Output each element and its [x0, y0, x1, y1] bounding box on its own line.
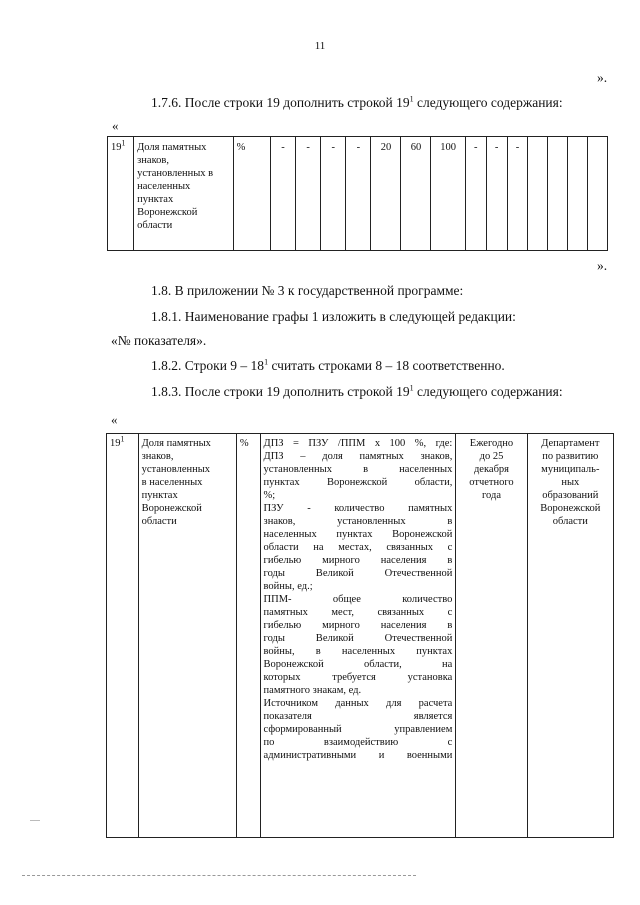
item-1-8-3-sup: 1 — [409, 383, 414, 393]
footer-rule — [22, 875, 416, 876]
value-cell: 20 — [371, 137, 401, 251]
item-1-8-2-tail: считать строками 8 – 18 соответственно. — [268, 358, 505, 373]
value-cell: - — [270, 137, 295, 251]
value-cell: - — [296, 137, 321, 251]
item-1-8-3-tail: следующего содержания: — [413, 384, 563, 399]
item-1-8-2 — [151, 358, 505, 374]
period-cell: Ежегодно до 25 декабря отчетного года — [456, 434, 527, 838]
item-1-7-6-tail: следующего содержания: — [413, 95, 563, 110]
item-1-8-2-text: 1.8.2. Строки 9 – 18 — [151, 358, 265, 373]
row-number-cell: $19^1$ — [108, 137, 134, 251]
row-number-cell: $19^1$ — [107, 434, 139, 838]
indicator-table-1 — [107, 136, 608, 251]
unit-cell: % — [233, 137, 270, 251]
value-cell: - — [465, 137, 486, 251]
item-1-8-3 — [151, 384, 563, 400]
closing-quote: ». — [597, 70, 608, 85]
responsible-cell: Департамент по развитию муниципаль- ных образований Воронежской области — [527, 434, 613, 838]
value-cell — [568, 137, 588, 251]
item-1-8-3-text: 1.8.3. После строки 19 дополнить строкой 19 — [151, 384, 410, 399]
item-1-8-1: 1.8.1. Наименование графы 1 изложить в следующей редакции: — [151, 309, 516, 324]
item-1-8: 1.8. В приложении № 3 к государственной программе: — [151, 283, 464, 298]
value-cell — [548, 137, 568, 251]
value-cell: - — [507, 137, 528, 251]
margin-mark — [30, 820, 40, 821]
indicator-name-cell: Доля памятных знаков, установленных в населенных пунктах Воронежской области — [138, 434, 236, 838]
opening-quote: « — [111, 412, 118, 427]
value-cell: 100 — [431, 137, 465, 251]
value-cell: - — [346, 137, 371, 251]
value-cell: - — [486, 137, 507, 251]
indicator-table-2 — [106, 433, 614, 838]
table-row — [107, 434, 614, 838]
value-cell — [588, 137, 608, 251]
closing-quote: ». — [597, 258, 608, 273]
item-1-7-6-sup: 1 — [409, 94, 414, 104]
item-1-7-6-text: 1.7.6. После строки 19 дополнить строкой 19 — [151, 95, 410, 110]
item-1-8-1-value: «№ показателя». — [111, 333, 207, 348]
value-cell: 60 — [401, 137, 431, 251]
value-cell — [528, 137, 548, 251]
item-1-7-6 — [151, 95, 563, 111]
method-cell: ДПЗ = ПЗУ /ППМ х 100 %, где: ДПЗ – доля памятных знаков, установленных в населенных пунктах Воронежской области, %; ПЗУ - количество памятных знаков, установленных в населенных пунктах Воронежской области на местах, связанных с гибелью мирного населения в годы Великой Отечественной войны, ед.; ППМ- общее количество памятных мест, связанных с гибелью мирного населения в годы Великой Отечественной войны, в населенных пунктах Воронежской области, на которых требуется установка памятного знакам, ед. Источником данных для расчета показателя является сформированный управлением по взаимодействию с административными и военными — [260, 434, 456, 838]
table-row — [108, 137, 608, 251]
item-1-8-2-sup: 1 — [264, 357, 269, 367]
unit-cell: % — [236, 434, 260, 838]
indicator-name-cell: Доля памятных знаков, установленных в населенных пунктах Воронежской области — [134, 137, 233, 251]
page-number: 11 — [314, 40, 326, 52]
opening-quote: « — [112, 118, 119, 133]
value-cell: - — [321, 137, 346, 251]
